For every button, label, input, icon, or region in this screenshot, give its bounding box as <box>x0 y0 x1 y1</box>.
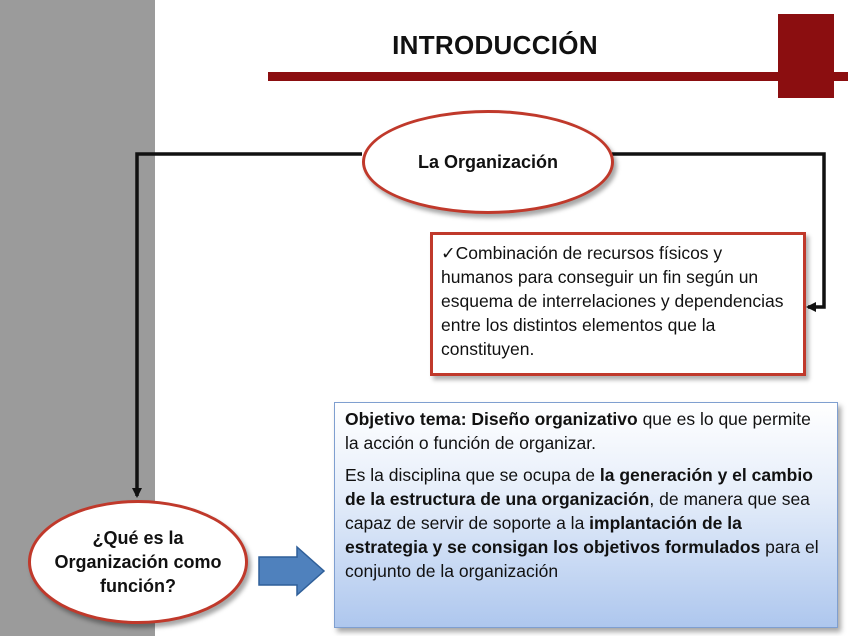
organization-label: La Organización <box>417 151 559 172</box>
discipline-text-1: Es la disciplina que se ocupa de <box>345 465 600 485</box>
function-question-node <box>28 500 248 624</box>
definition-text: Combinación de recursos físicos y humanos para conseguir un fin según un esquema de interrelaciones y dependencias entre los distintos elementos que la constituyen. <box>441 243 784 359</box>
function-question-label: ¿Qué es la Organización como función? <box>54 528 222 596</box>
organization-node <box>362 110 614 214</box>
check-icon: ✓ <box>441 243 456 263</box>
objective-paragraph <box>345 407 827 455</box>
discipline-text-2: , de manera que sea capaz de servir de soporte a la <box>345 489 810 533</box>
objective-text: que es lo que permite la acción o función de organizar. <box>345 409 811 453</box>
page-title: INTRODUCCIÓN <box>392 30 598 60</box>
definition-box <box>430 232 806 376</box>
discipline-bold-2: implantación de la estrategia y se consigan los objetivos formulados <box>345 513 761 557</box>
block-arrow-right-icon <box>257 545 327 597</box>
objective-box <box>334 402 838 628</box>
discipline-paragraph <box>345 463 827 583</box>
discipline-bold-1: la generación y el cambio de la estructura de una organización <box>345 465 813 509</box>
discipline-text-3: para el conjunto de la organización <box>345 537 819 581</box>
objective-heading: Objetivo tema: Diseño organizativo <box>345 409 638 429</box>
connector-left <box>137 154 362 496</box>
